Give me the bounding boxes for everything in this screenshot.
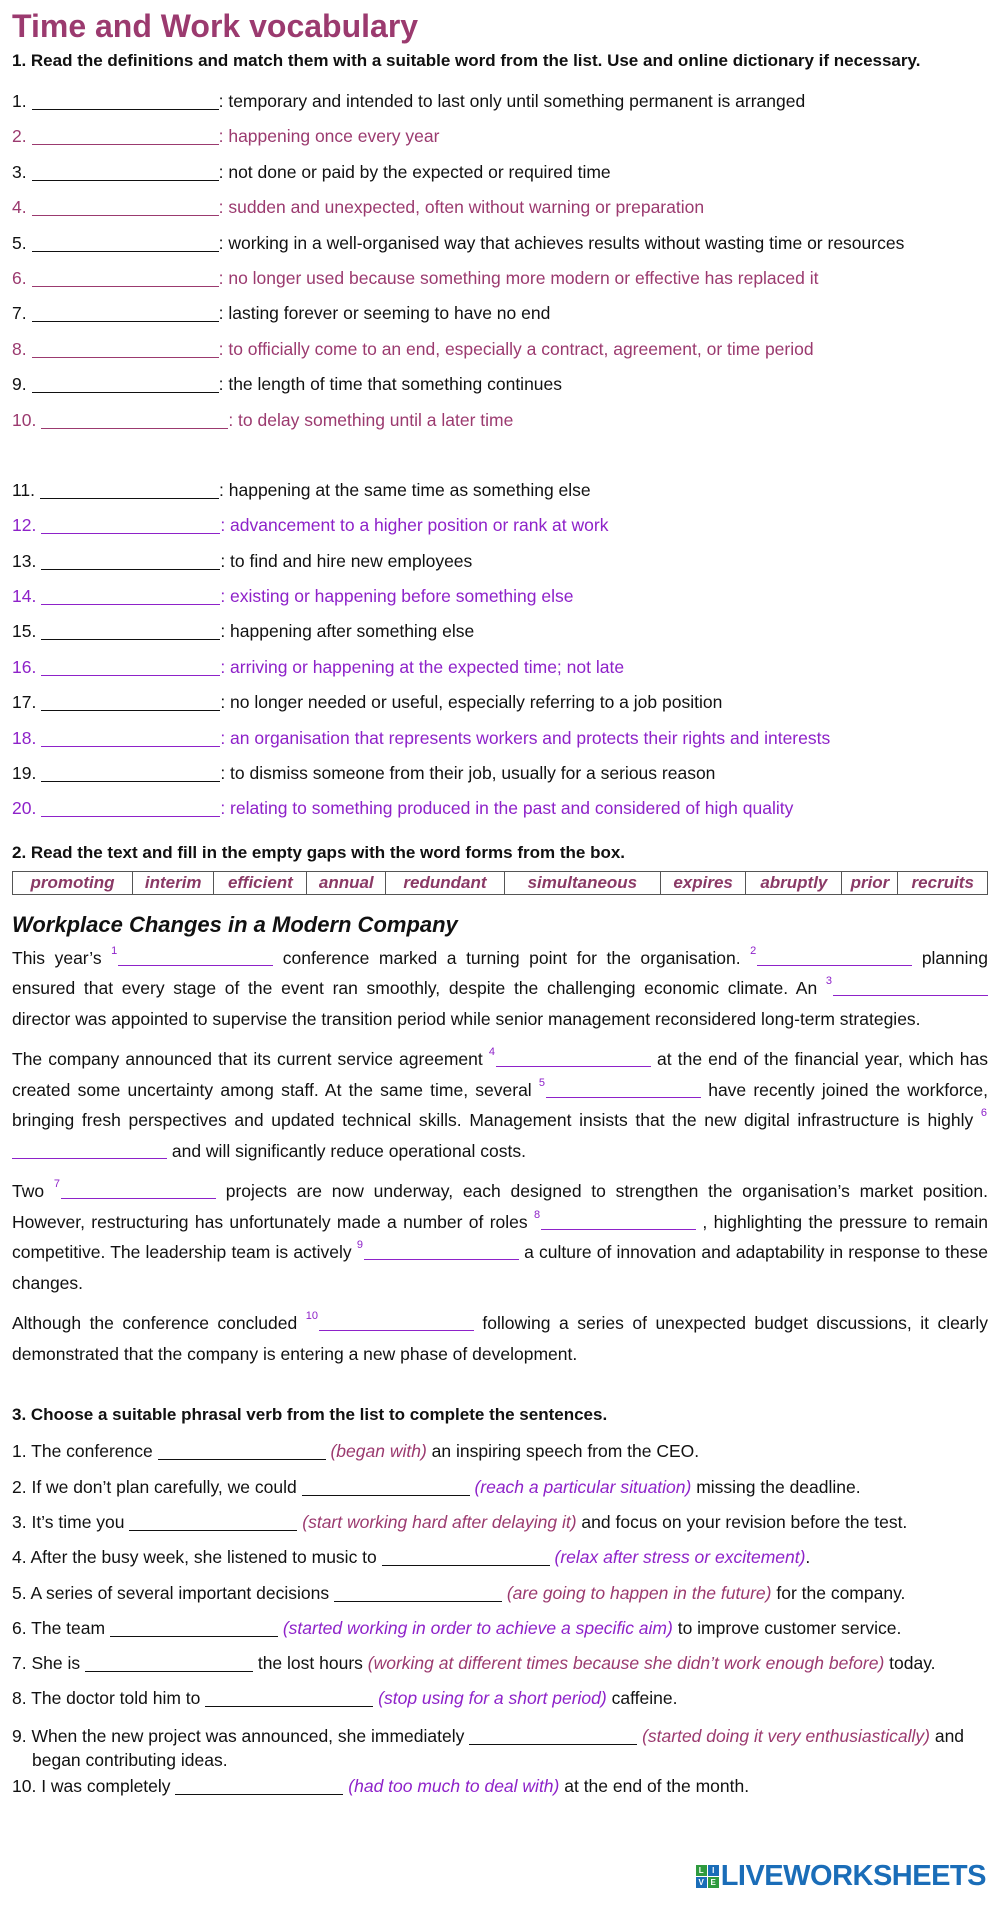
item-number: 1. xyxy=(12,91,27,111)
paragraph-text: and will significantly reduce operational costs. xyxy=(167,1140,526,1161)
definition-row xyxy=(12,403,988,438)
word-box-item: annual xyxy=(307,871,386,894)
sentence-row xyxy=(12,1508,988,1543)
answer-input[interactable] xyxy=(41,551,220,570)
sentence-text: to improve customer service. xyxy=(672,1617,902,1638)
answer-input[interactable] xyxy=(32,268,219,287)
sentence-row xyxy=(12,1543,988,1578)
definition-row xyxy=(12,614,988,649)
sentence-text: 8. The doctor told him to xyxy=(12,1688,206,1709)
worksheet-page xyxy=(0,4,1000,1911)
answer-input[interactable] xyxy=(334,1583,502,1602)
sentence-text: 2. If we don’t plan carefully, we could xyxy=(12,1476,302,1497)
answer-input[interactable] xyxy=(41,798,220,817)
gap-input-8[interactable] xyxy=(541,1211,696,1230)
gap-number: 6 xyxy=(980,1107,987,1120)
answer-input[interactable] xyxy=(32,374,219,393)
word-box-item: prior xyxy=(842,871,898,894)
gap-input-9[interactable] xyxy=(364,1241,519,1260)
item-number: 8. xyxy=(12,338,27,359)
page-title: Time and Work vocabulary xyxy=(12,8,419,44)
paragraph-text: a culture of innovation and adaptability in response to these changes. xyxy=(12,1242,988,1293)
definition-text: : advancement to a higher position or rank at work xyxy=(220,515,609,536)
paragraph-text: Although the conference concluded xyxy=(12,1313,306,1334)
definition-text: : not done or paid by the expected or required time xyxy=(218,161,611,182)
definitions-list-2 xyxy=(12,473,988,827)
sentence-text: missing the deadline. xyxy=(691,1476,861,1497)
gap-number: 10 xyxy=(305,1310,318,1323)
gap-input-4[interactable] xyxy=(496,1048,651,1067)
definition-text: : no longer needed or useful, especially referring to a job position xyxy=(220,692,723,713)
word-box-item: recruits xyxy=(898,871,988,894)
sentence-text: an inspiring speech from the CEO. xyxy=(426,1441,700,1462)
sentence-row xyxy=(12,1579,988,1614)
definition-row xyxy=(12,650,988,685)
gap-number: 3 xyxy=(825,975,832,988)
sentence-text: at the end of the month. xyxy=(559,1775,750,1796)
definition-text: : to find and hire new employees xyxy=(220,550,473,571)
sentence-row xyxy=(12,1473,988,1508)
answer-input[interactable] xyxy=(41,621,220,640)
item-number: 17. xyxy=(12,692,37,713)
word-box-item: redundant xyxy=(386,871,505,894)
item-number: 19. xyxy=(12,763,37,784)
gap-input-7[interactable] xyxy=(61,1180,216,1199)
gap-input-3[interactable] xyxy=(833,977,988,996)
paragraph-text: Two xyxy=(12,1181,54,1202)
paragraph-text: at the end of the financial year, which has created some uncertainty among staff. At the same time, several xyxy=(12,1049,988,1100)
answer-input[interactable] xyxy=(40,480,219,499)
hint-text: (relax after stress or excitement) xyxy=(554,1547,806,1568)
paragraph-text: This year’s xyxy=(12,947,112,968)
hint-text: (began with) xyxy=(330,1441,427,1462)
sentence-text: and focus on your revision before the test. xyxy=(576,1511,908,1532)
definition-row xyxy=(12,685,988,720)
paragraph-1 xyxy=(12,943,988,1035)
liveworksheets-logo-icon xyxy=(696,1865,719,1888)
gap-number: 7 xyxy=(53,1178,60,1191)
word-box-item: efficient xyxy=(214,871,307,894)
answer-input[interactable] xyxy=(41,728,220,747)
answer-input[interactable] xyxy=(41,586,220,605)
paragraph-text: projects are now underway, each designed to strengthen the organisation’s market position. However, restructuring has unfortunately made a number of roles xyxy=(12,1181,988,1232)
answer-input[interactable] xyxy=(302,1477,470,1496)
gap-number: 8 xyxy=(533,1208,541,1221)
logo-text: LIVEWORKSHEETS xyxy=(720,1860,986,1892)
sentence-text: 5. A series of several important decisions xyxy=(12,1582,334,1603)
logo-letter: E xyxy=(708,1877,719,1888)
paragraph-2 xyxy=(12,1044,988,1166)
item-number: 12. xyxy=(12,515,37,536)
item-number: 11. xyxy=(12,479,36,500)
liveworksheets-logo xyxy=(696,1860,986,1893)
sentence-text: 3. It’s time you xyxy=(12,1511,130,1532)
answer-input[interactable] xyxy=(41,515,220,534)
definition-row xyxy=(12,296,988,331)
definition-text: : existing or happening before something else xyxy=(220,586,574,607)
definition-text: : lasting forever or seeming to have no end xyxy=(218,303,551,324)
definition-row xyxy=(12,367,988,402)
word-box-item: interim xyxy=(133,871,214,894)
definition-row xyxy=(12,756,988,791)
answer-input[interactable] xyxy=(32,197,219,216)
hint-text: (started doing it very enthusiastically) xyxy=(642,1725,930,1746)
hint-text: (started working in order to achieve a specific aim) xyxy=(282,1617,673,1638)
word-box-item: abruptly xyxy=(746,871,842,894)
sentence-row xyxy=(12,1684,988,1719)
item-number: 5. xyxy=(12,232,27,253)
paragraph-text: The company announced that its current service agreement xyxy=(12,1049,489,1070)
hint-text: (had too much to deal with) xyxy=(348,1775,560,1796)
definition-text: : no longer used because something more modern or effective has replaced it xyxy=(218,267,819,288)
answer-input[interactable] xyxy=(32,339,219,358)
definition-text: : relating to something produced in the past and considered of high quality xyxy=(220,798,794,819)
sentence-row xyxy=(12,1437,988,1472)
answer-input[interactable] xyxy=(158,1441,326,1460)
gap-number: 1 xyxy=(111,944,118,957)
gap-input-2[interactable] xyxy=(757,947,912,966)
paragraph-text: planning ensured that every stage of the event ran smoothly, despite the challenging economic climate. An xyxy=(12,947,988,999)
definition-row xyxy=(12,791,988,826)
item-number: 9. xyxy=(12,374,27,395)
paragraph-text: have recently joined the workforce, bringing fresh perspectives and updated technical skills. Management insists that the new digital infrastructure is highly xyxy=(12,1079,988,1131)
answer-input[interactable] xyxy=(32,162,219,181)
item-number: 2. xyxy=(12,126,27,147)
definition-text: : happening at the same time as something else xyxy=(219,479,591,500)
sentence-row xyxy=(12,1772,988,1807)
answer-input[interactable] xyxy=(41,657,220,676)
definition-row xyxy=(12,508,988,543)
answer-input[interactable] xyxy=(382,1547,550,1566)
sentence-row xyxy=(12,1649,988,1684)
definition-text: : the length of time that something continues xyxy=(218,374,563,395)
phrasal-verb-list xyxy=(12,1437,988,1807)
definition-text: : to delay something until a later time xyxy=(228,409,514,430)
definition-row xyxy=(12,226,988,261)
gap-number: 9 xyxy=(356,1239,363,1252)
definition-row xyxy=(12,721,988,756)
definition-row xyxy=(12,544,988,579)
hint-text: (are going to happen in the future) xyxy=(506,1582,772,1603)
sentence-text: for the company. xyxy=(771,1582,906,1603)
answer-input[interactable] xyxy=(32,91,219,110)
definition-text: : happening once every year xyxy=(218,126,440,147)
item-number: 13. xyxy=(12,550,37,571)
text-title: Workplace Changes in a Modern Company xyxy=(12,911,458,937)
definition-row xyxy=(12,261,988,296)
answer-input[interactable] xyxy=(110,1618,278,1637)
sentence-text: 6. The team xyxy=(12,1617,110,1638)
hint-text: (stop using for a short period) xyxy=(378,1688,607,1709)
definition-text: : arriving or happening at the expected time; not late xyxy=(220,656,625,677)
item-number: 10. xyxy=(12,409,37,430)
section1-heading: 1. Read the definitions and match them with a suitable word from the list. Use and online dictionary if necessary. xyxy=(12,51,921,70)
item-number: 3. xyxy=(12,161,27,182)
sentence-text: 4. After the busy week, she listened to music to xyxy=(12,1547,382,1568)
gap-number: 4 xyxy=(488,1046,495,1059)
section3-heading: 3. Choose a suitable phrasal verb from the list to complete the sentences. xyxy=(12,1405,608,1425)
sentence-text: and began contributing ideas. xyxy=(32,1725,965,1770)
definition-text: : working in a well-organised way that achieves results without wasting time or resources xyxy=(218,232,905,253)
answer-input[interactable] xyxy=(41,763,220,782)
definition-text: : to officially come to an end, especially a contract, agreement, or time period xyxy=(218,338,814,359)
sentence-text: the lost hours xyxy=(252,1653,368,1674)
definition-row xyxy=(12,473,988,508)
item-number: 14. xyxy=(12,586,37,607)
sentence-text: caffeine. xyxy=(606,1688,678,1709)
answer-input[interactable] xyxy=(129,1512,297,1531)
item-number: 20. xyxy=(12,798,37,819)
gap-input-6[interactable] xyxy=(12,1140,167,1159)
item-number: 4. xyxy=(12,197,27,218)
definition-row xyxy=(12,190,988,225)
logo-letter: V xyxy=(696,1877,707,1888)
definition-text: : an organisation that represents workers and protects their rights and interests xyxy=(220,727,831,748)
definition-row xyxy=(12,119,988,154)
definition-text: : to dismiss someone from their job, usually for a serious reason xyxy=(220,763,716,784)
sentence-text: 1. The conference xyxy=(12,1441,158,1462)
definition-text: : sudden and unexpected, often without warning or preparation xyxy=(218,197,705,218)
paragraph-text: director was appointed to supervise the transition period while senior management reconsidered long-term strategies. xyxy=(12,1008,921,1029)
word-box-item: simultaneous xyxy=(504,871,660,894)
list-gap xyxy=(12,438,988,473)
definitions-list xyxy=(12,84,988,438)
answer-input[interactable] xyxy=(32,303,219,322)
paragraph-text: conference marked a turning point for the organisation. xyxy=(273,947,751,968)
logo-letter: L xyxy=(696,1865,707,1876)
answer-input[interactable] xyxy=(469,1726,637,1745)
answer-input[interactable] xyxy=(205,1688,373,1707)
section2-heading: 2. Read the text and fill in the empty gaps with the word forms from the box. xyxy=(12,842,626,862)
definition-row xyxy=(12,332,988,367)
word-box-item: promoting xyxy=(13,871,133,894)
gap-input-1[interactable] xyxy=(118,947,273,966)
answer-input[interactable] xyxy=(32,126,219,145)
paragraph-4 xyxy=(12,1308,988,1369)
sentence-text: 9. When the new project was announced, she immediately xyxy=(12,1725,470,1746)
item-number: 16. xyxy=(12,656,37,677)
paragraph-3 xyxy=(12,1176,988,1298)
definition-text: : temporary and intended to last only until something permanent is arranged xyxy=(218,91,806,111)
hint-text: (start working hard after delaying it) xyxy=(302,1511,577,1532)
definition-row xyxy=(12,155,988,190)
logo-letter: I xyxy=(708,1865,719,1876)
word-box-item: expires xyxy=(660,871,745,894)
paragraph-text: , highlighting the pressure to remain competitive. The leadership team is actively xyxy=(12,1211,988,1263)
paragraph-text: following a series of unexpected budget discussions, it clearly demonstrated that the company is entering a new phase of development. xyxy=(12,1313,989,1364)
hint-text: (reach a particular situation) xyxy=(474,1476,692,1497)
sentence-text: . xyxy=(805,1547,811,1568)
definition-row xyxy=(12,84,988,119)
hint-text: (working at different times because she didn’t work enough before) xyxy=(367,1653,885,1674)
definition-row xyxy=(12,579,988,614)
answer-input[interactable] xyxy=(85,1653,253,1672)
word-box xyxy=(12,871,988,895)
answer-input[interactable] xyxy=(175,1776,343,1795)
gap-number: 2 xyxy=(750,944,757,957)
item-number: 6. xyxy=(12,267,27,288)
gap-input-10[interactable] xyxy=(319,1312,474,1331)
sentence-text: today. xyxy=(884,1653,936,1674)
answer-input[interactable] xyxy=(32,233,219,252)
sentence-text: 7. She is xyxy=(12,1653,85,1674)
sentence-row xyxy=(12,1720,988,1772)
gap-number: 5 xyxy=(538,1076,546,1089)
item-number: 18. xyxy=(12,727,37,748)
answer-input[interactable] xyxy=(41,692,220,711)
gap-input-5[interactable] xyxy=(546,1079,701,1098)
item-number: 7. xyxy=(12,303,27,324)
sentence-row xyxy=(12,1614,988,1649)
item-number: 15. xyxy=(12,621,37,642)
definition-text: : happening after something else xyxy=(220,621,475,642)
answer-input[interactable] xyxy=(41,410,228,429)
sentence-text: 10. I was completely xyxy=(12,1775,176,1796)
